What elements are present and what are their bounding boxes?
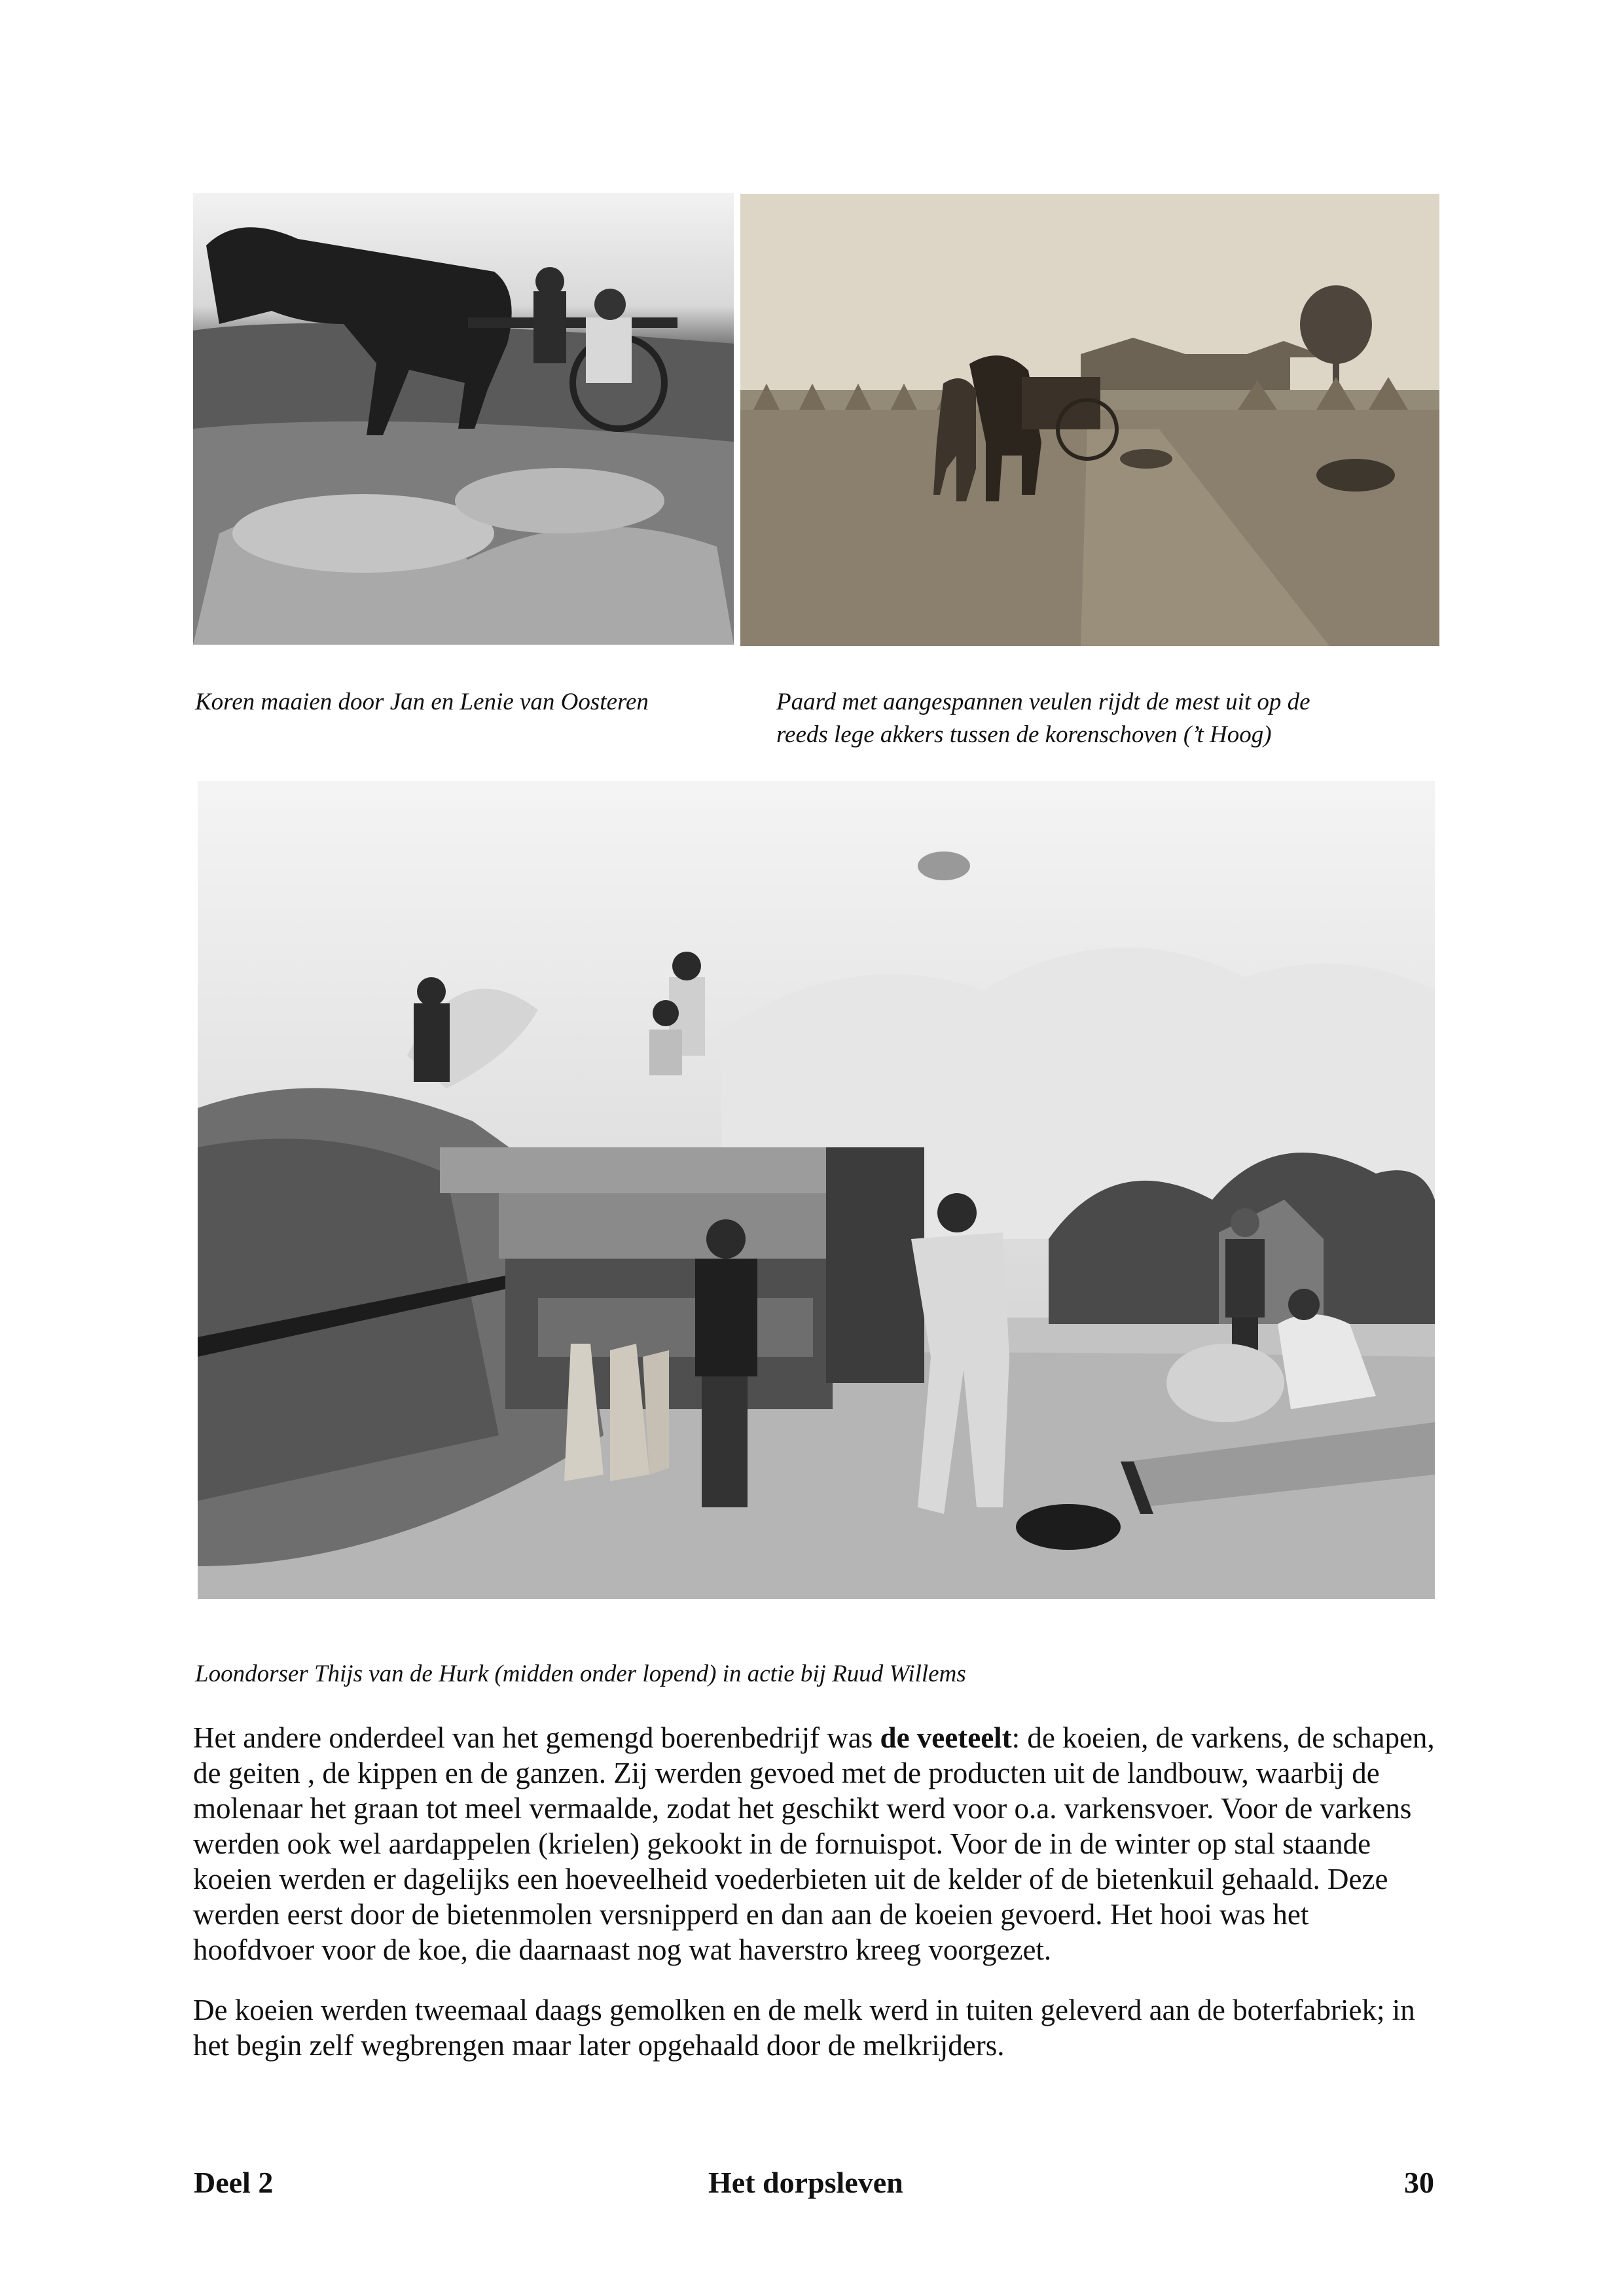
caption-photo-1: Koren maaien door Jan en Lenie van Oosteren	[195, 689, 649, 715]
body-text	[193, 1720, 1437, 2063]
paragraph-melk: De koeien werden tweemaal daags gemolken en de melk werd in tuiten geleverd aan de boterfabriek; in het begin zelf wegbrengen maar later opgehaald door de melkrijders.	[193, 1994, 1415, 2062]
paragraph-veeteelt	[193, 1720, 1437, 1967]
footer-deel: Deel 2	[194, 2166, 274, 2199]
photo-loondorser	[198, 781, 1435, 1599]
photo-koren-maaien	[193, 193, 734, 645]
caption-photo-3: Loondorser Thijs van de Hurk (midden onder lopend) in actie bij Ruud Willems	[195, 1660, 966, 1687]
page-number: 30	[1404, 2166, 1434, 2199]
photo-paard-met-veulen	[740, 194, 1439, 646]
caption-photo-2-line-1: Paard met aangespannen veulen rijdt de mest uit op de	[776, 689, 1310, 715]
caption-photo-2-line-2: reeds lege akkers tussen de korenschoven (’t Hoog)	[776, 721, 1272, 748]
paragraph-1-rest: : de koeien, de varkens, de schapen, de geiten , de kippen en de ganzen. Zij werden gevoed met de producten uit de landbouw, waarbij de molenaar het graan tot meel vermaalde, zodat het geschikt werd voor o.a. varkensvoer. Voor de varkens werden ook wel aardappelen (krielen) gekookt in de fornuispot. Voor de in de winter op stal staande koeien werden er dagelijks een hoeveelheid voederbieten uit de kelder of de bietenkuil gehaald. Deze werden eerst door de bietenmolen versnipperd en dan aan de koeien gevoerd. Het hooi was het hoofdvoer voor de koe, die daarnaast nog wat haverstro kreeg voorgezet.	[193, 1721, 1435, 1966]
footer-title: Het dorpsleven	[708, 2166, 903, 2199]
paragraph-1-start: Het andere onderdeel van het gemengd boerenbedrijf was	[193, 1721, 880, 1754]
term-de-veeteelt: de veeteelt	[880, 1721, 1012, 1754]
